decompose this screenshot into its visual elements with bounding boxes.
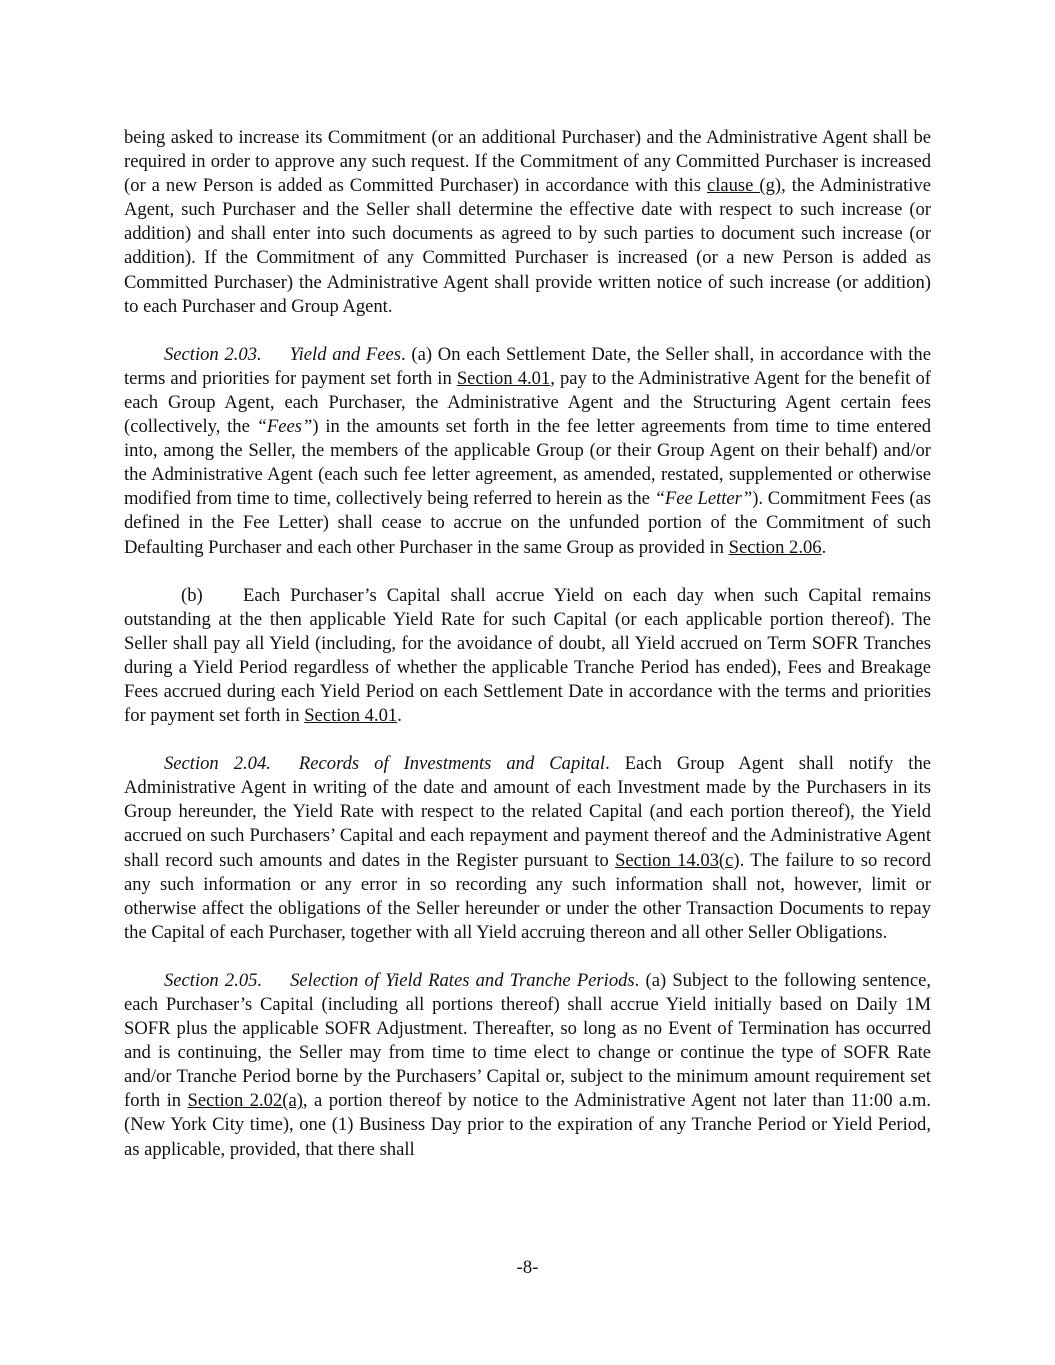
document-page xyxy=(124,126,931,1186)
paragraph-continuation: being asked to increase its Commitment (or an additional Purchaser) and the Administrative Agent shall be required in order to approve any such request. If the Commitment of any Committed Purchaser is increased (or a new Person is added as Committed Purchaser) in accordance with this clause (g), the Administrative Agent, such Purchaser and the Seller shall determine the effective date with respect to such increase (or addition) and shall enter into such documents as agreed to by such parties to document such increase (or addition). If the Commitment of any Committed Purchaser is increased (or a new Person is added as Committed Purchaser) the Administrative Agent shall provide written notice of such increase (or addition) to each Purchaser and Group Agent. xyxy=(124,127,931,317)
defined-term-fees: “Fees” xyxy=(256,416,313,438)
section-title: Selection of Yield Rates and Tranche Periods xyxy=(290,969,635,991)
section-4-01-reference[interactable]: Section 4.01 xyxy=(456,367,551,389)
section-2-03-b-paragraph: (b) Each Purchaser’s Capital shall accrue Yield on each day when such Capital remains outstanding at the then applicable Yield Rate for such Capital (or each applicable portion thereof). The Seller shall pay all Yield (including, for the avoidance of doubt, all Yield accrued on Term SOFR Tranches during a Yield Period regardless of whether the applicable Tranche Period has ended), Fees and Breakage Fees accrued during each Yield Period on each Settlement Date in accordance with the terms and priorities for payment set forth in Section 4.01. xyxy=(124,584,931,727)
section-2-04-paragraph: Section 2.04. Records of Investments and Capital. Each Group Agent shall notify the Administrative Agent in writing of the date and amount of each Investment made by the Purchasers in its Group hereunder, the Yield Rate with respect to the related Capital (and each portion thereof), the Yield accrued on such Purchasers’ Capital and each repayment and payment thereof and the Administrative Agent shall record such amounts and dates in the Register pursuant to Section 14.03(c). The failure to so record any such information or any error in so recording any such information shall not, however, limit or otherwise affect the obligations of the Seller hereunder or under the other Transaction Documents to repay the Capital of each Purchaser, together with all Yield accruing thereon and all other Seller Obligations. xyxy=(124,753,931,943)
section-4-01-reference[interactable]: Section 4.01 xyxy=(304,705,398,727)
section-2-02a-reference[interactable]: Section 2.02(a) xyxy=(187,1090,303,1112)
section-title: Yield and Fees xyxy=(289,343,401,365)
section-14-03c-reference[interactable]: Section 14.03(c) xyxy=(615,849,740,871)
section-2-03-paragraph: Section 2.03. Yield and Fees. (a) On each Settlement Date, the Seller shall, in accordance with the terms and priorities for payment set forth in Section 4.01, pay to the Administrative Agent for the benefit of each Group Agent, each Purchaser, the Administrative Agent and the Structuring Agent certain fees (collectively, the “Fees”) in the amounts set forth in the fee letter agreements from time to time entered into, among the Seller, the members of the applicable Group (or their Group Agent on their behalf) and/or the Administrative Agent (each such fee letter agreement, as amended, restated, supplemented or otherwise modified from time to time, collectively being referred to herein as the “Fee Letter”). Commitment Fees (as defined in the Fee Letter) shall cease to accrue on the unfunded portion of the Commitment of such Defaulting Purchaser and each other Purchaser in the same Group as provided in Section 2.06. xyxy=(124,343,932,558)
clause-g-reference[interactable]: clause (g) xyxy=(706,175,782,197)
section-2-06-reference[interactable]: Section 2.06 xyxy=(728,536,822,558)
section-title: Records of Investments and Capital xyxy=(298,753,606,775)
section-number: Section 2.05. xyxy=(164,969,263,991)
section-number: Section 2.03. xyxy=(164,343,262,365)
defined-term-fee-letter: “Fee Letter” xyxy=(654,488,753,510)
page-number: -8- xyxy=(516,1257,539,1278)
section-2-05-paragraph: Section 2.05. Selection of Yield Rates and Tranche Periods. (a) Subject to the following sentence, each Purchaser’s Capital (including all portions thereof) shall accrue Yield initially based on Daily 1M SOFR plus the applicable SOFR Adjustment. Thereafter, so long as no Event of Termination has occurred and is continuing, the Seller may from time to time elect to change or continue the type of SOFR Rate and/or Tranche Period borne by the Purchasers’ Capital or, subject to the minimum amount requirement set forth in Section 2.02(a), a portion thereof by notice to the Administrative Agent not later than 11:00 a.m. (New York City time), one (1) Business Day prior to the expiration of any Tranche Period or Yield Period, as applicable, provided, that there shall xyxy=(124,969,932,1160)
section-number: Section 2.04. xyxy=(164,753,271,775)
